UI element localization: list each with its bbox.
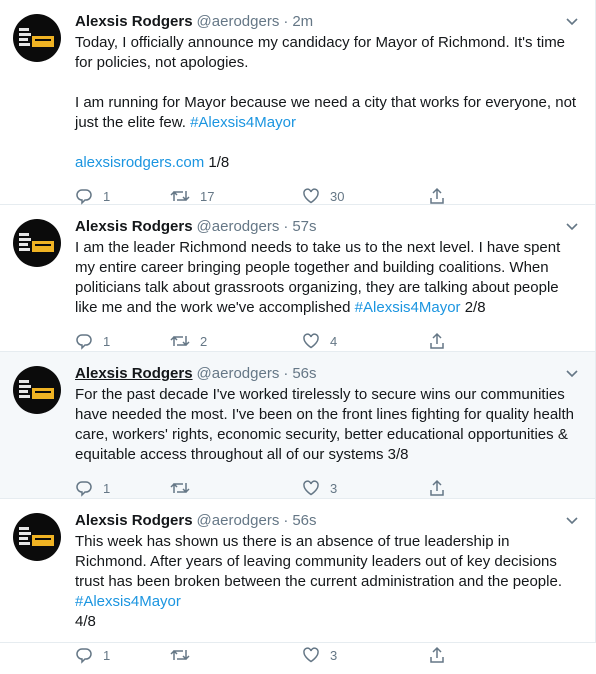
separator-dot: · (283, 365, 289, 382)
thread-counter: 2/8 (460, 299, 486, 316)
like-icon (302, 646, 320, 664)
thread-counter: 1/8 (204, 154, 230, 171)
like-icon (302, 187, 320, 205)
retweet-button[interactable] (170, 187, 302, 205)
reply-icon (75, 646, 93, 664)
tweet-body: I am the leader Richmond needs to take us to the next level. I have spent my entire career bringing people together and building coalitions. When politicians talk about grassroots organizing, they are talking about people like me and the work we've accomplished (75, 239, 565, 316)
share-icon (428, 479, 446, 497)
reply-count: 1 (103, 188, 111, 204)
avatar-logo (19, 378, 55, 402)
tweet-text (75, 33, 579, 173)
author-name[interactable]: Alexsis Rodgers (75, 13, 193, 30)
retweet-count: 2 (200, 333, 208, 349)
retweet-button[interactable] (170, 332, 302, 350)
like-icon (302, 332, 320, 350)
like-button[interactable] (302, 646, 428, 664)
tweet-body: For the past decade I've worked tirelessly to secure wins our communities have needed the most. I've been on the front lines fighting for quality health care, workers' rights, economic security, better educational opportunities & equitable access throughout all of our systems 3/8 (75, 386, 579, 463)
hashtag-link[interactable]: #Alexsis4Mayor (190, 114, 296, 131)
tweet[interactable] (0, 205, 595, 352)
separator-dot: · (283, 512, 289, 529)
separator-dot: · (283, 13, 289, 30)
reply-button[interactable] (75, 646, 170, 664)
author-name[interactable]: Alexsis Rodgers (75, 218, 193, 235)
separator-dot: · (283, 218, 289, 235)
tweet-actions (75, 636, 579, 674)
avatar[interactable] (13, 513, 61, 561)
like-count: 3 (330, 480, 338, 496)
avatar-logo (19, 26, 55, 50)
like-button[interactable] (302, 332, 428, 350)
retweet-button[interactable] (170, 479, 302, 497)
reply-button[interactable] (75, 187, 170, 205)
tweet-text (75, 238, 579, 318)
author-name[interactable]: Alexsis Rodgers (75, 365, 193, 382)
tweet[interactable] (0, 499, 595, 663)
retweet-icon (170, 332, 190, 350)
like-button[interactable] (302, 479, 428, 497)
retweet-icon (170, 479, 190, 497)
chevron-down-icon[interactable] (565, 219, 579, 233)
avatar[interactable] (13, 14, 61, 62)
reply-button[interactable] (75, 479, 170, 497)
share-icon (428, 646, 446, 664)
avatar[interactable] (13, 219, 61, 267)
tweet-paragraph: I am running for Mayor because we need a city that works for everyone, not just the elite few. (75, 94, 581, 131)
tweet-text (75, 532, 579, 632)
avatar[interactable] (13, 366, 61, 414)
author-name[interactable]: Alexsis Rodgers (75, 512, 193, 529)
tweet-text (75, 385, 579, 465)
like-icon (302, 479, 320, 497)
timestamp[interactable]: 56s (292, 512, 317, 529)
timestamp[interactable]: 56s (292, 365, 317, 382)
chevron-down-icon[interactable] (565, 366, 579, 380)
share-button[interactable] (428, 479, 446, 497)
hashtag-link[interactable]: #Alexsis4Mayor (354, 299, 461, 316)
like-button[interactable] (302, 187, 428, 205)
author-handle: @aerodgers (196, 13, 280, 30)
chevron-down-icon[interactable] (565, 513, 579, 527)
reply-icon (75, 479, 93, 497)
retweet-icon (170, 646, 190, 664)
avatar-logo (19, 231, 55, 255)
avatar-logo (19, 525, 55, 549)
reply-count: 1 (103, 333, 111, 349)
tweet[interactable] (0, 0, 595, 205)
share-button[interactable] (428, 332, 446, 350)
share-button[interactable] (428, 646, 446, 664)
share-icon (428, 187, 446, 205)
reply-button[interactable] (75, 332, 170, 350)
retweet-icon (170, 187, 190, 205)
author-handle: @aerodgers (196, 512, 280, 529)
website-link[interactable]: alexsisrodgers.com (75, 154, 205, 171)
chevron-down-icon[interactable] (565, 14, 579, 28)
reply-icon (75, 187, 93, 205)
hashtag-link[interactable]: #Alexsis4Mayor (75, 593, 181, 610)
tweet-body: This week has shown us there is an absence of true leadership in Richmond. After years of leaving community leaders out of key decisions trust has been broken between the current administration and the people. (75, 533, 567, 590)
share-button[interactable] (428, 187, 446, 205)
reply-count: 1 (103, 647, 111, 663)
like-count: 4 (330, 333, 338, 349)
like-count: 30 (330, 188, 345, 204)
author-handle: @aerodgers (196, 365, 280, 382)
timestamp[interactable]: 2m (292, 13, 314, 30)
timestamp[interactable]: 57s (292, 218, 317, 235)
like-count: 3 (330, 647, 338, 663)
author-handle: @aerodgers (196, 218, 280, 235)
tweet-paragraph: Today, I officially announce my candidacy for Mayor of Richmond. It's time for policies, not apologies. (75, 34, 570, 71)
retweet-count: 17 (200, 188, 215, 204)
reply-icon (75, 332, 93, 350)
tweet[interactable] (0, 352, 595, 499)
reply-count: 1 (103, 480, 111, 496)
retweet-button[interactable] (170, 646, 302, 664)
thread-counter: 4/8 (75, 613, 96, 630)
share-icon (428, 332, 446, 350)
